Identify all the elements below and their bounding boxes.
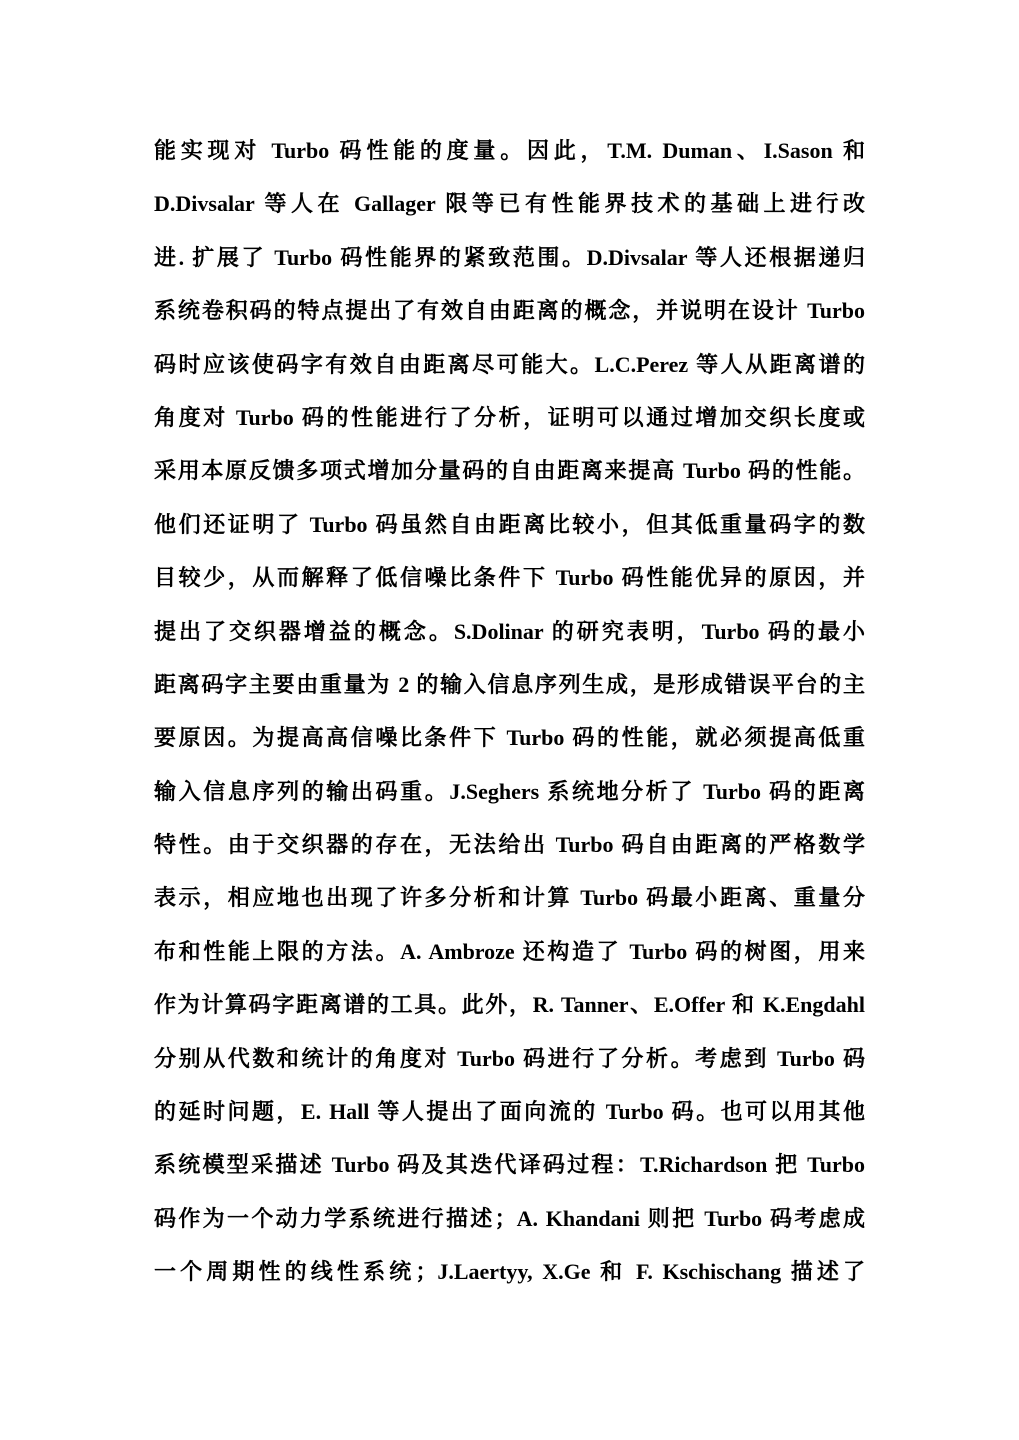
text-line: 码作为一个动力学系统进行描述；A. Khandani 则把 Turbo 码考虑成: [154, 1205, 865, 1231]
text-line: D.Divsalar 等人在 Gallager 限等已有性能界技术的基础上进行改: [154, 191, 865, 217]
text-line: 提出了交织器增益的概念。S.Dolinar 的研究表明，Turbo 码的最小: [154, 618, 865, 644]
text-line: 系统卷积码的特点提出了有效自由距离的概念，并说明在设计 Turbo: [154, 298, 865, 324]
text-line: 布和性能上限的方法。A. Ambroze 还构造了 Turbo 码的树图，用来: [154, 938, 865, 964]
text-line: 输入信息序列的输出码重。J.Seghers 系统地分析了 Turbo 码的距离: [154, 778, 865, 804]
text-line: 系统模型采描述 Turbo 码及其迭代译码过程：T.Richardson 把 Turbo: [154, 1152, 865, 1178]
text-line: 特性。由于交织器的存在，无法给出 Turbo 码自由距离的严格数学: [154, 832, 865, 858]
text-line: 进. 扩展了 Turbo 码性能界的紧致范围。D.Divsalar 等人还根据递归: [154, 244, 865, 270]
text-line: 表示，相应地也出现了许多分析和计算 Turbo 码最小距离、重量分: [154, 885, 865, 911]
text-line: 他们还证明了 Turbo 码虽然自由距离比较小，但其低重量码字的数: [154, 511, 865, 537]
text-line: 作为计算码字距离谱的工具。此外，R. Tanner、E.Offer 和 K.Engdahl: [154, 992, 865, 1018]
text-line: 码时应该使码字有效自由距离尽可能大。L.C.Perez 等人从距离谱的: [154, 351, 865, 377]
text-line: 目较少，从而解释了低信噪比条件下 Turbo 码性能优异的原因，并: [154, 565, 865, 591]
text-line: 能实现对 Turbo 码性能的度量。因此，T.M. Duman、I.Sason 和: [154, 138, 865, 163]
text-line: 一个周期性的线性系统；J.Laertyy, X.Ge 和 F. Kschischang 描述了: [154, 1259, 865, 1285]
text-line: 角度对 Turbo 码的性能进行了分析，证明可以通过增加交织长度或: [154, 404, 865, 430]
text-line: 距离码字主要由重量为 2 的输入信息序列生成，是形成错误平台的主: [154, 671, 865, 697]
text-line: 要原因。为提高高信噪比条件下 Turbo 码的性能，就必须提高低重: [154, 725, 865, 751]
text-line: 采用本原反馈多项式增加分量码的自由距离来提高 Turbo 码的性能。: [154, 458, 865, 484]
body-paragraph: [154, 124, 865, 1299]
text-line: 的延时问题，E. Hall 等人提出了面向流的 Turbo 码。也可以用其他: [154, 1099, 865, 1125]
text-line: 分别从代数和统计的角度对 Turbo 码进行了分析。考虑到 Turbo 码: [154, 1045, 865, 1071]
